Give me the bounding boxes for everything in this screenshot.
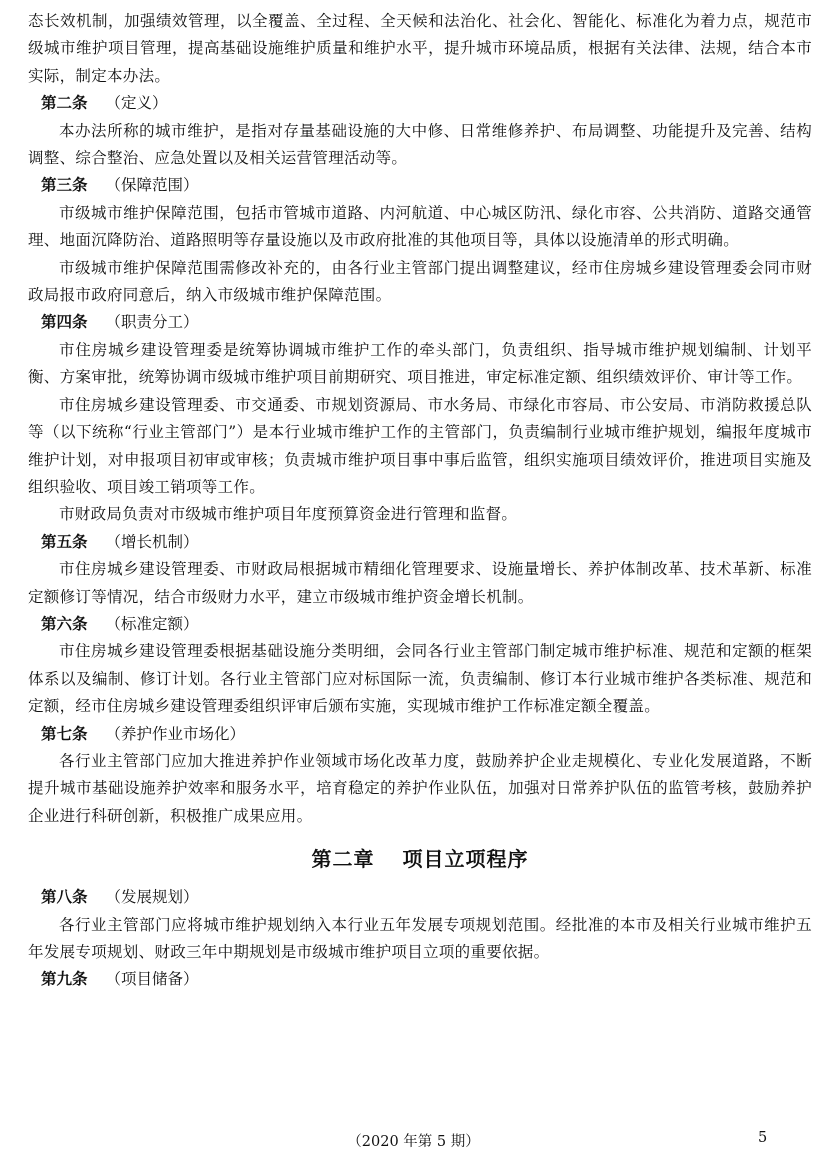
article-number: 第九条 — [41, 970, 88, 989]
issue-label: （2020 年第 5 期） — [347, 1134, 480, 1150]
article-title: （标准定额） — [105, 614, 199, 633]
article-number: 第七条 — [41, 724, 88, 743]
chapter-title: 项目立项程序 — [402, 847, 529, 872]
article-5-body: 市住房城乡建设管理委、市财政局根据城市精细化管理要求、设施量增长、养护体制改革、技术革新、标准定额修订等情况，结合市级财力水平，建立市级城市维护资金增长机制。 — [28, 560, 812, 606]
article-3-heading — [28, 172, 812, 199]
page-number: 5 — [758, 1130, 768, 1146]
article-4-heading — [28, 309, 812, 336]
article-8-heading — [28, 884, 812, 911]
chapter-heading — [28, 844, 812, 874]
article-number: 第五条 — [41, 532, 88, 551]
article-8-body: 各行业主管部门应将城市维护规划纳入本行业五年发展专项规划范围。经批准的本市及相关行业城市维护五年发展专项规划、财政三年中期规划是市级城市维护项目立项的重要依据。 — [28, 915, 812, 961]
article-3-body-1: 市级城市维护保障范围，包括市管城市道路、内河航道、中心城区防汛、绿化市容、公共消防、道路交通管理、地面沉降防治、道路照明等存量设施以及市政府批准的其他项目等，具体以设施清单的形式明确。 — [28, 203, 812, 250]
article-title: （项目储备） — [105, 970, 199, 989]
article-title: （定义） — [105, 94, 168, 113]
article-title: （保障范围） — [105, 176, 199, 195]
document-page — [28, 8, 812, 994]
article-6-heading — [28, 611, 812, 638]
article-title: （职责分工） — [105, 313, 199, 332]
article-2-body: 本办法所称的城市维护，是指对存量基础设施的大中修、日常维修养护、布局调整、功能提升及完善、结构调整、综合整治、应急处置以及相关运营管理活动等。 — [28, 121, 812, 168]
article-number: 第六条 — [41, 614, 88, 633]
article-7-heading — [28, 721, 812, 748]
article-7-body: 各行业主管部门应加大推进养护作业领域市场化改革力度，鼓励养护企业走规模化、专业化发展道路，不断提升城市基础设施养护效率和服务水平，培育稳定的养护作业队伍，加强对日常养护队伍的监管考核，鼓励养护企业进行科研创新，积极推广成果应用。 — [28, 751, 812, 825]
paragraph-intro-tail: 态长效机制，加强绩效管理，以全覆盖、全过程、全天候和法治化、社会化、智能化、标准化为着力点，规范市级城市维护项目管理，提高基础设施维护质量和维护水平，提升城市环境品质，根据有关法律、法规，结合本市实际，制定本办法。 — [28, 12, 812, 85]
chapter-number: 第二章 — [311, 847, 375, 872]
article-number: 第四条 — [41, 313, 88, 332]
article-number: 第二条 — [41, 94, 88, 113]
article-9-heading — [28, 966, 812, 993]
article-4-body-1: 市住房城乡建设管理委是统筹协调城市维护工作的牵头部门，负责组织、指导城市维护规划编制、计划平衡、方案审批，统筹协调市级城市维护项目前期研究、项目推进，审定标准定额、组织绩效评价、审计等工作。 — [28, 340, 812, 387]
article-6-body: 市住房城乡建设管理委根据基础设施分类明细，会同各行业主管部门制定城市维护标准、规范和定额的框架体系以及编制、修订计划。各行业主管部门应对标国际一流，负责编制、修订本行业城市维护各类标准、规范和定额，经市住房城乡建设管理委组织评审后颁布实施，实现城市维护工作标准定额全覆盖。 — [28, 642, 812, 716]
article-title: （发展规划） — [105, 888, 199, 907]
article-title: （增长机制） — [105, 532, 199, 551]
article-number: 第三条 — [41, 176, 88, 195]
article-4-body-2: 市住房城乡建设管理委、市交通委、市规划资源局、市水务局、市绿化市容局、市公安局、市消防救援总队等（以下统称“行业主管部门”）是本行业城市维护工作的主管部门，负责编制行业城市维护规划，编报年度城市维护计划，对申报项目初审或审核；负责城市维护项目事中事后监管，组织实施项目绩效评价，推进项目实施及组织验收、项目竣工销项等工作。 — [28, 395, 812, 496]
article-2-heading — [28, 90, 812, 117]
article-5-heading — [28, 529, 812, 556]
article-number: 第八条 — [41, 888, 88, 907]
page-footer — [0, 1126, 827, 1156]
article-3-body-2: 市级城市维护保障范围需修改补充的，由各行业主管部门提出调整建议，经市住房城乡建设管理委会同市财政局报市政府同意后，纳入市级城市维护保障范围。 — [28, 258, 812, 305]
article-4-body-3: 市财政局负责对市级城市维护项目年度预算资金进行管理和监督。 — [59, 505, 518, 524]
article-title: （养护作业市场化） — [105, 724, 246, 743]
